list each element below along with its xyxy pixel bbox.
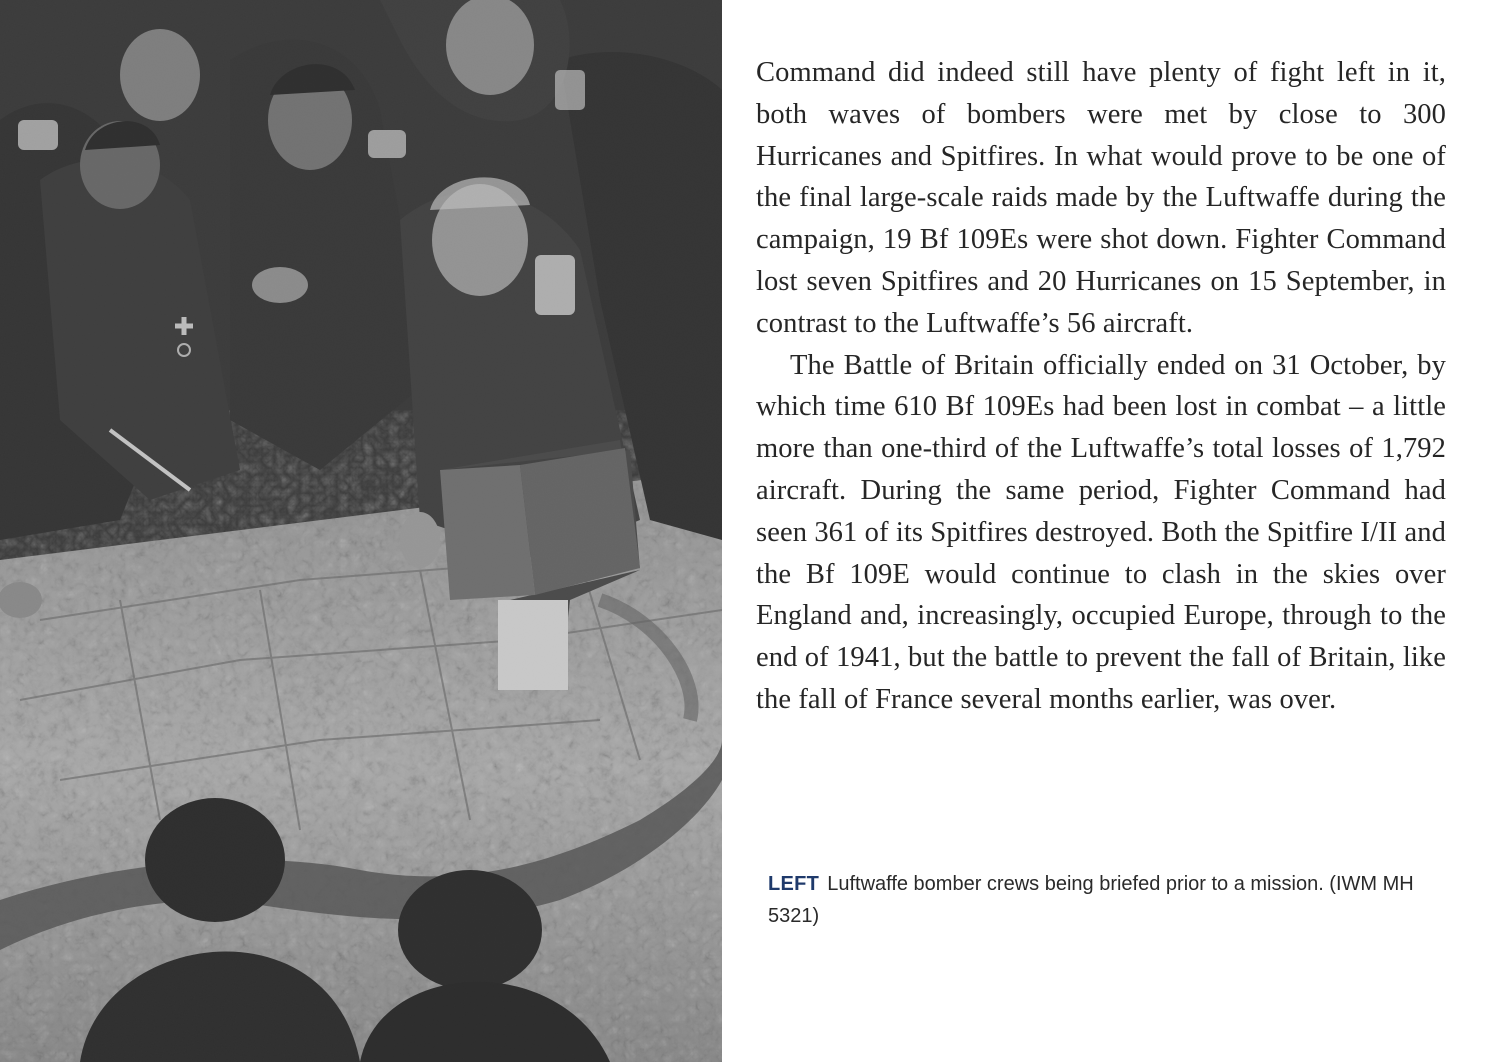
caption-text: Luftwaffe bomber crews being briefed prior to a mission. (IWM MH 5321) <box>768 873 1414 927</box>
photo-caption <box>768 868 1448 932</box>
paragraph-2: The Battle of Britain officially ended on 31 October, by which time 610 Bf 109Es had been lost in combat – a little more than one-third of the Luftwaffe’s total losses of 1,792 aircraft. During the same period, Fighter Command had seen 361 of its Spitfires destroyed. Both the Spitfire I/II and the Bf 109E would continue to clash in the skies over England and, increasingly, occupied Europe, through to the end of 1941, but the battle to prevent the fall of Britain, like the fall of France several months earlier, was over. <box>756 349 1446 715</box>
caption-tag: LEFT <box>768 873 820 895</box>
briefing-photo <box>0 0 722 1062</box>
paragraph-1: Command did indeed still have plenty of fight left in it, both waves of bombers were met by close to 300 Hurricanes and Spitfires. In what would prove to be one of the final large-scale raids made by the Luftwaffe during the campaign, 19 Bf 109Es were shot down. Fighter Command lost seven Spitfires and 20 Hurricanes on 15 September, in contrast to the Luftwaffe’s 56 aircraft. <box>756 57 1446 339</box>
article-text <box>756 52 1446 721</box>
briefing-photo-illustration <box>0 0 722 1062</box>
